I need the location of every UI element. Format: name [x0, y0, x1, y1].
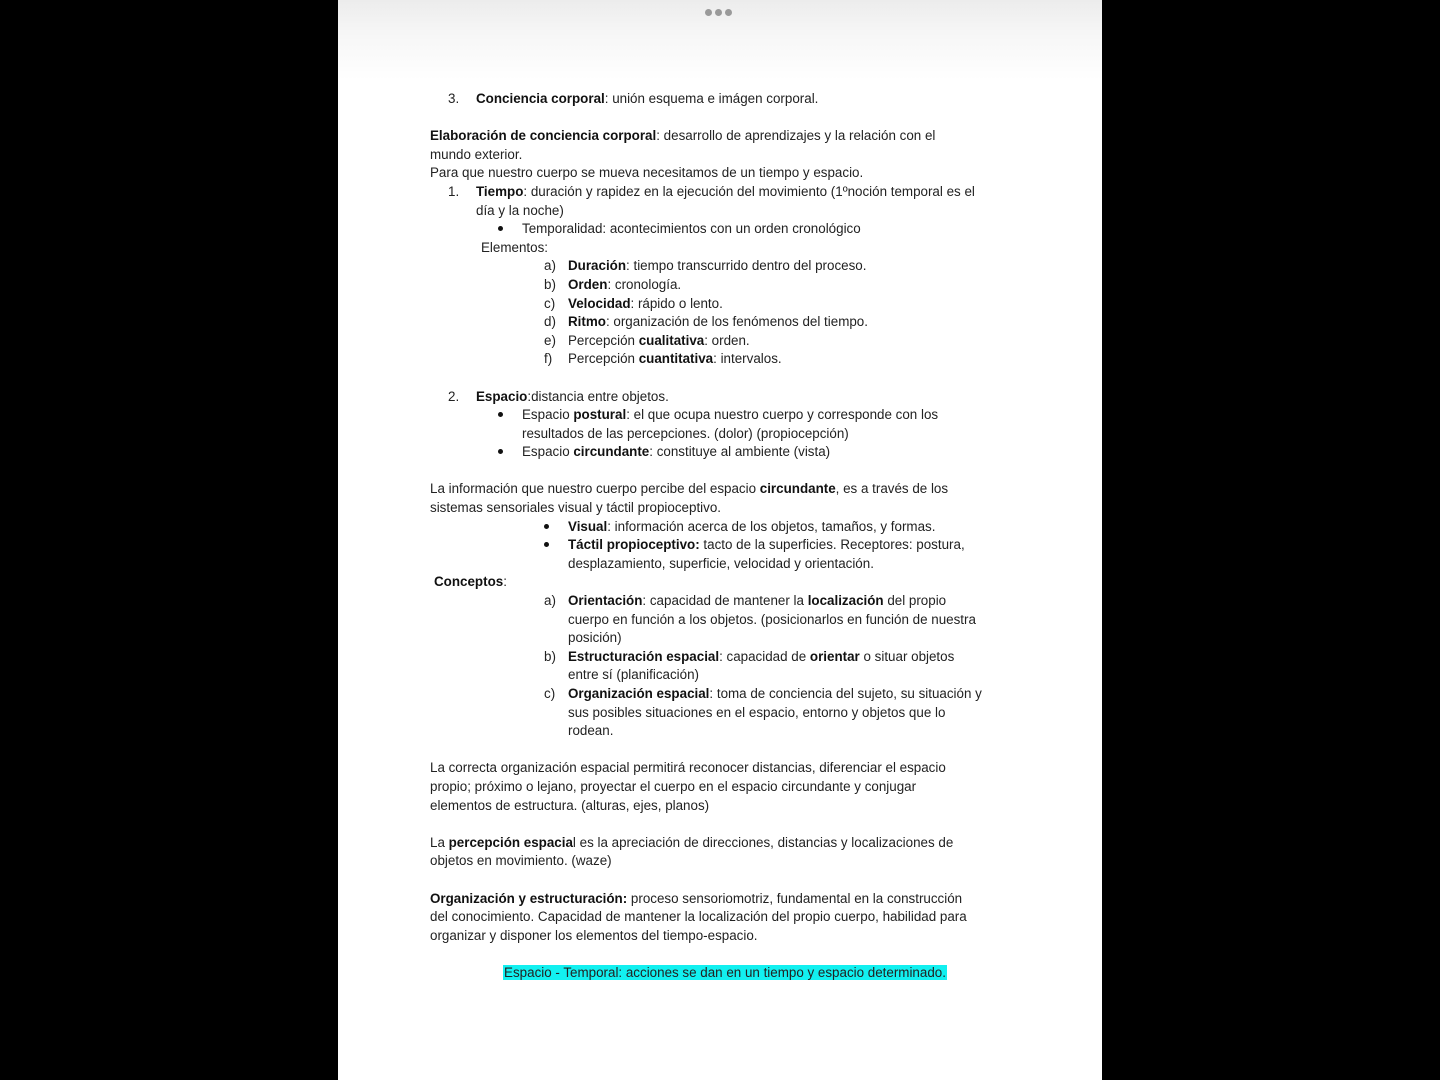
text: : capacidad de mantener la: [642, 593, 808, 609]
paragraph-correcta-1: La correcta organización espacial permitirá reconocer distancias, diferenciar el espacio: [430, 760, 946, 776]
text: : rápido o lento.: [630, 295, 723, 311]
bullet-temporalidad: [430, 220, 1020, 239]
text: cuerpo en función a los objetos. (posicionarlos en función de nuestra: [568, 611, 976, 627]
text: desplazamiento, superficie, velocidad y orientación.: [568, 555, 874, 571]
list-marker: a): [544, 258, 556, 274]
paragraph-organizacion: [430, 890, 1020, 909]
paragraph-elaboracion: [430, 127, 1020, 146]
paragraph-line: objetos en movimiento. (waze): [430, 853, 612, 869]
bullet-icon: [498, 406, 508, 425]
list-marker: 1.: [448, 183, 460, 199]
paragraph-line: sistemas sensoriales visual y táctil propioceptivo.: [430, 500, 721, 516]
term: circundante: [573, 444, 650, 460]
term: Espacio: [476, 388, 528, 404]
list-marker: f): [544, 351, 553, 367]
text: posición): [568, 630, 622, 646]
bullet-icon: [544, 536, 564, 555]
document-page: [338, 0, 1102, 1080]
elemento-item: [430, 295, 1020, 314]
label-elementos: Elementos:: [481, 239, 548, 255]
definition: :distancia entre objetos.: [527, 388, 669, 404]
text: l es la apreciación de direcciones, distancias y localizaciones de: [572, 834, 954, 850]
list-item-orientacion: [430, 592, 1020, 648]
text: Temporalidad: acontecimientos con un orden cronológico: [522, 221, 861, 237]
term: circundante: [759, 481, 836, 497]
elemento-item: [430, 276, 1020, 295]
term: Estructuración espacial: [568, 648, 720, 664]
text: , es a través de los: [835, 481, 949, 497]
paragraph-correcta-3: elementos de estructura. (alturas, ejes, planos): [430, 797, 710, 813]
text: La información que nuestro cuerpo percibe del espacio: [430, 481, 760, 497]
text: rodean.: [568, 723, 614, 739]
bullet-icon: [544, 518, 564, 537]
label-conceptos: [430, 573, 1020, 592]
list-marker: c): [544, 295, 556, 311]
paragraph-percepcion: [430, 834, 1020, 853]
term: Duración: [568, 258, 627, 274]
text: entre sí (planificación): [568, 667, 699, 683]
text: Percepción: [568, 332, 639, 348]
term: Organización y estructuración:: [430, 890, 628, 906]
definition-cont: día y la noche): [476, 202, 564, 218]
text: sus posibles situaciones en el espacio, entorno y objetos que lo: [568, 704, 946, 720]
text: Espacio: [522, 407, 574, 423]
text: : tiempo transcurrido dentro del proceso.: [626, 258, 867, 274]
bullet-visual: [430, 518, 1020, 537]
text: tacto de la superficies. Receptores: postura,: [699, 537, 965, 553]
list-marker: d): [544, 314, 556, 330]
list-item-tiempo: [430, 183, 1020, 220]
term: Visual: [568, 518, 608, 534]
paragraph-correcta-2: propio; próximo o lejano, proyectar el cuerpo en el espacio circundante y conjugar: [430, 778, 917, 794]
highlighted-line: [430, 964, 1020, 983]
bullet-icon: [498, 220, 508, 239]
term: Velocidad: [568, 295, 631, 311]
term: Orden: [568, 276, 608, 292]
text: : desarrollo de aprendizajes y la relación con el: [656, 128, 936, 144]
term: Organización espacial: [568, 686, 710, 701]
term: localización: [807, 593, 884, 609]
text: Percepción: [568, 351, 639, 367]
dot: [715, 9, 722, 16]
bullet-icon: [498, 443, 508, 462]
text: o situar objetos: [859, 648, 955, 664]
term: Conciencia corporal: [476, 91, 605, 106]
bullet-espacio-postural: [430, 406, 1020, 443]
text: : el que ocupa nuestro cuerpo y corresponde con los: [626, 407, 939, 423]
term: Táctil propioceptivo:: [568, 537, 700, 553]
paragraph-intro: Para que nuestro cuerpo se mueva necesitamos de un tiempo y espacio.: [430, 165, 864, 181]
bullet-tactil: [430, 536, 1020, 573]
highlight-text: Espacio - Temporal: acciones se dan en un tiempo y espacio determinado.: [504, 964, 946, 980]
text: : información acerca de los objetos, tamaños, y formas.: [607, 518, 936, 534]
text: : constituye al ambiente (vista): [649, 444, 831, 460]
paragraph-line: del conocimiento. Capacidad de mantener la localización del propio cuerpo, habilidad para: [430, 909, 967, 925]
list-marker: b): [544, 648, 556, 664]
term: Elaboración de conciencia corporal: [430, 128, 657, 144]
definition: : unión esquema e imágen corporal.: [604, 91, 819, 106]
list-item-organizacion: [430, 685, 1020, 741]
elemento-item: [430, 257, 1020, 276]
list-marker: a): [544, 593, 556, 609]
term: orientar: [809, 648, 860, 664]
paragraph-informacion: [430, 480, 1020, 499]
list-item-conciencia-corporal: [430, 90, 1020, 109]
text: : toma de conciencia del sujeto, su situación y: [709, 686, 982, 701]
elemento-item: [430, 313, 1020, 332]
term: Orientación: [568, 593, 643, 609]
text: : capacidad de: [719, 648, 810, 664]
term: Tiempo: [476, 183, 524, 199]
paragraph-line: mundo exterior.: [430, 146, 523, 162]
text: Espacio: [522, 444, 574, 460]
term: cuantitativa: [638, 351, 714, 367]
dot: [725, 9, 732, 16]
list-marker: e): [544, 332, 556, 348]
text: : cronología.: [607, 276, 682, 292]
term: percepción espacia: [448, 834, 573, 850]
text: : intervalos.: [713, 351, 782, 367]
term: postural: [573, 407, 627, 423]
viewer-top-bar: [338, 0, 1102, 80]
text: La: [430, 834, 449, 850]
dot: [705, 9, 712, 16]
paragraph-line: organizar y disponer los elementos del tiempo-espacio.: [430, 927, 758, 943]
more-horizontal-icon[interactable]: [705, 9, 732, 16]
elemento-item: [430, 350, 1020, 369]
list-marker: 2.: [448, 388, 460, 404]
bullet-espacio-circundante: [430, 443, 1020, 462]
elementos-list: [430, 257, 1020, 369]
term: Conceptos: [434, 574, 504, 590]
text: resultados de las percepciones. (dolor) (propiocepción): [522, 425, 849, 441]
list-item-estructuracion: [430, 648, 1020, 685]
text: : orden.: [704, 332, 750, 348]
text: : organización de los fenómenos del tiempo.: [605, 314, 868, 330]
term: Ritmo: [568, 314, 606, 330]
list-marker: c): [544, 686, 556, 701]
list-marker: b): [544, 276, 556, 292]
text: proceso sensoriomotriz, fundamental en la construcción: [627, 890, 963, 906]
definition: : duración y rapidez en la ejecución del movimiento (1ºnoción temporal es el: [523, 183, 975, 199]
term: cualitativa: [638, 332, 705, 348]
list-item-espacio: [430, 388, 1020, 407]
list-marker: 3.: [448, 91, 460, 106]
text: :: [503, 574, 507, 590]
text: del propio: [883, 593, 947, 609]
document-body: [430, 90, 1020, 983]
elemento-item: [430, 332, 1020, 351]
